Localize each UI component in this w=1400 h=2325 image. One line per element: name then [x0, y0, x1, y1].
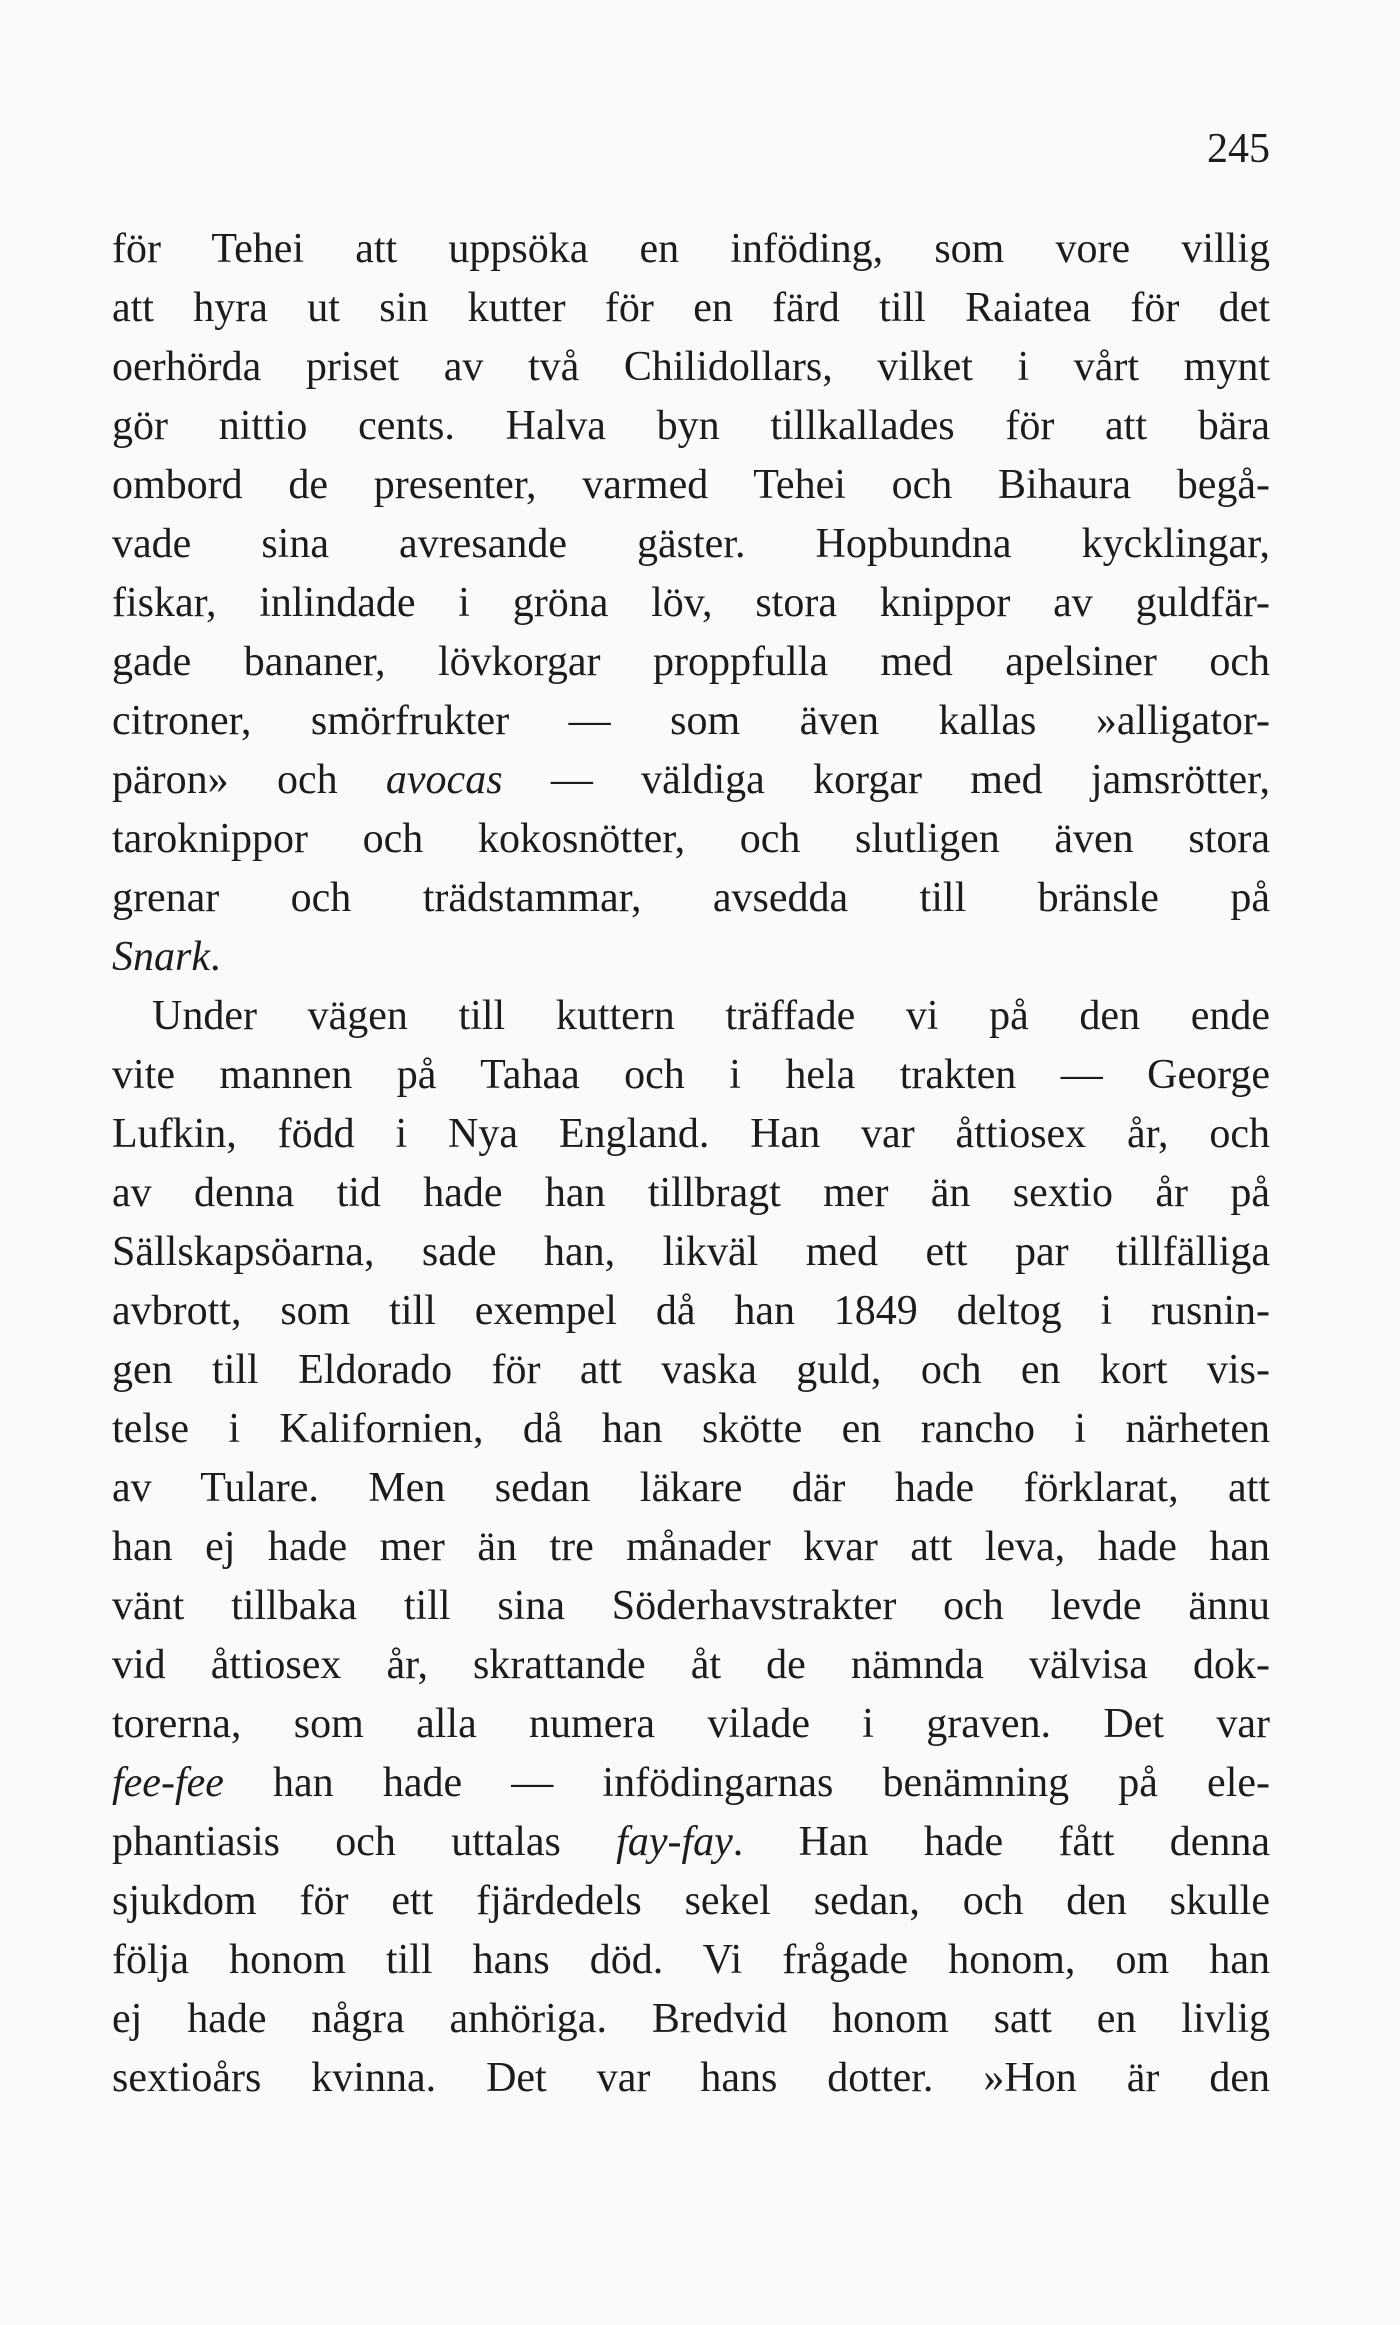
text-line [112, 928, 1270, 987]
text-line [112, 1046, 1270, 1105]
text-line [112, 397, 1270, 456]
text-segment: för Tehei att uppsöka en inföding, som vore villig [112, 226, 1270, 272]
text-segment: . [210, 934, 221, 980]
text-segment: ej hade några anhöriga. Bredvid honom satt en livlig [112, 1996, 1270, 2042]
text-segment: ombord de presenter, varmed Tehei och Bihaura begå- [112, 462, 1270, 508]
text-line [112, 1518, 1270, 1577]
text-line [112, 1282, 1270, 1341]
text-segment: . Han hade fått denna [732, 1819, 1270, 1865]
text-segment: citroner, smörfrukter — som även kallas »alligator- [112, 698, 1270, 744]
text-segment: vite mannen på Tahaa och i hela trakten — George [112, 1052, 1270, 1098]
text-segment: sjukdom för ett fjärdedels sekel sedan, och den skulle [112, 1878, 1270, 1924]
text-line [112, 515, 1270, 574]
text-segment: Under vägen till kuttern träffade vi på den ende [152, 993, 1270, 1039]
text-line [112, 1872, 1270, 1931]
text-line [112, 2049, 1270, 2108]
text-line [112, 1223, 1270, 1282]
text-line [112, 1164, 1270, 1223]
italic-text: fay-fay [616, 1819, 733, 1865]
text-line [112, 1754, 1270, 1813]
text-segment: Sällskapsöarna, sade han, likväl med ett par tillfälliga [112, 1229, 1270, 1275]
text-segment: följa honom till hans död. Vi frågade honom, om han [112, 1937, 1270, 1983]
text-line [112, 1459, 1270, 1518]
text-line [112, 456, 1270, 515]
text-segment: av denna tid hade han tillbragt mer än sextio år på [112, 1170, 1270, 1216]
text-line [112, 692, 1270, 751]
text-line [112, 220, 1270, 279]
text-line [112, 633, 1270, 692]
text-segment: gade bananer, lövkorgar proppfulla med apelsiner och [112, 639, 1270, 685]
text-line [112, 1400, 1270, 1459]
text-segment: vade sina avresande gäster. Hopbundna kycklingar, [112, 521, 1270, 567]
body-text [112, 220, 1270, 2108]
text-segment: taroknippor och kokosnötter, och slutligen även stora [112, 816, 1270, 862]
text-line [112, 1105, 1270, 1164]
text-segment: vänt tillbaka till sina Söderhavstrakter och levde ännu [112, 1583, 1270, 1629]
text-segment: Lufkin, född i Nya England. Han var åttiosex år, och [112, 1111, 1270, 1157]
text-line [112, 338, 1270, 397]
text-segment: gen till Eldorado för att vaska guld, och en kort vis- [112, 1347, 1270, 1393]
text-segment: avbrott, som till exempel då han 1849 deltog i rusnin- [112, 1288, 1270, 1334]
text-segment: fiskar, inlindade i gröna löv, stora knippor av guldfär- [112, 580, 1270, 626]
italic-text: avocas [385, 757, 503, 803]
text-segment: — väldiga korgar med jamsrötter, [502, 757, 1270, 803]
text-line [112, 987, 1270, 1046]
text-line [112, 1577, 1270, 1636]
text-segment: päron» och [112, 757, 386, 803]
text-line [112, 751, 1270, 810]
text-segment: grenar och trädstammar, avsedda till bränsle på [112, 875, 1270, 921]
page-number: 245 [1207, 126, 1270, 172]
text-line [112, 1695, 1270, 1754]
text-line [112, 869, 1270, 928]
text-segment: gör nittio cents. Halva byn tillkallades för att bära [112, 403, 1270, 449]
text-segment: telse i Kalifornien, då han skötte en rancho i närheten [112, 1406, 1270, 1452]
text-line [112, 1990, 1270, 2049]
text-segment: sextioårs kvinna. Det var hans dotter. »Hon är den [112, 2055, 1270, 2101]
text-segment: han ej hade mer än tre månader kvar att leva, hade han [112, 1524, 1270, 1570]
italic-text: Snark [112, 934, 210, 980]
text-segment: phantiasis och uttalas [112, 1819, 617, 1865]
text-line [112, 1341, 1270, 1400]
text-line [112, 810, 1270, 869]
text-line [112, 1813, 1270, 1872]
text-line [112, 574, 1270, 633]
text-segment: av Tulare. Men sedan läkare där hade förklarat, att [112, 1465, 1270, 1511]
text-segment: han hade — infödingarnas benämning på ele- [223, 1760, 1270, 1806]
text-segment: torerna, som alla numera vilade i graven. Det var [112, 1701, 1270, 1747]
text-line [112, 1636, 1270, 1695]
text-line [112, 279, 1270, 338]
text-line [112, 1931, 1270, 1990]
text-segment: att hyra ut sin kutter för en färd till Raiatea för det [112, 285, 1270, 331]
italic-text: fee-fee [112, 1760, 224, 1806]
text-segment: vid åttiosex år, skrattande åt de nämnda välvisa dok- [112, 1642, 1270, 1688]
text-segment: oerhörda priset av två Chilidollars, vilket i vårt mynt [112, 344, 1270, 390]
